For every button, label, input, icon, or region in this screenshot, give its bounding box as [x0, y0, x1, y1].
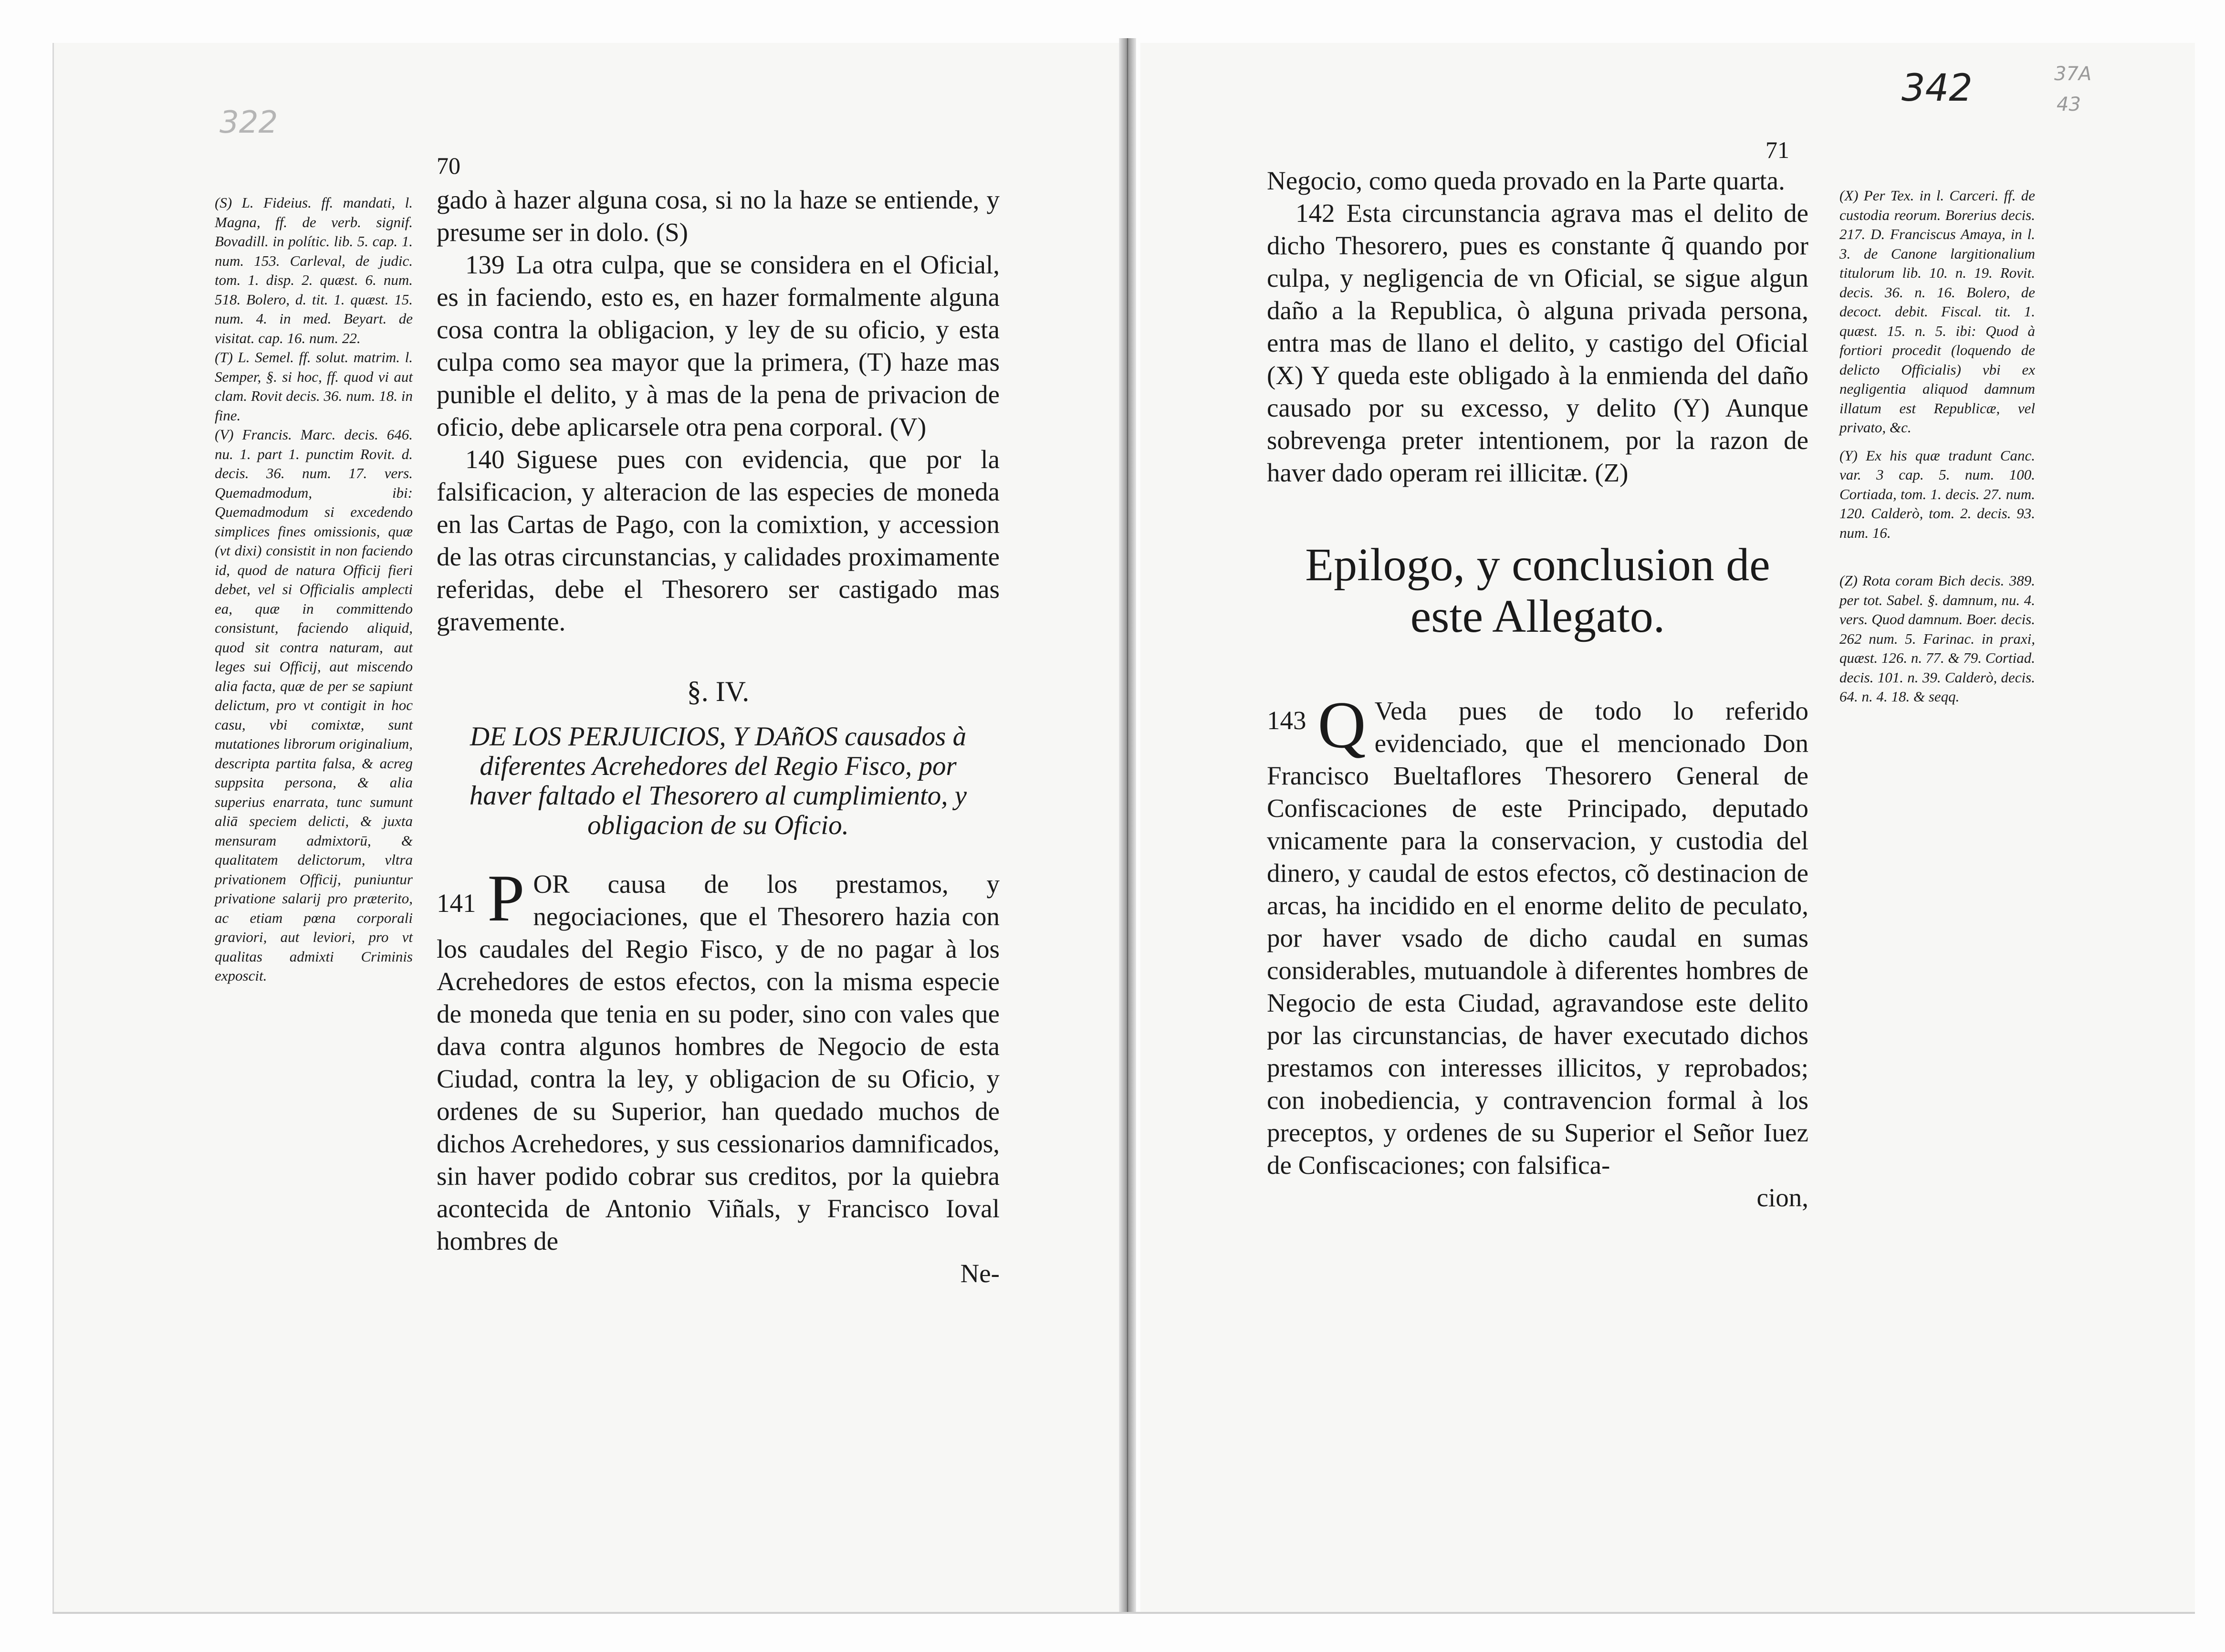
continuation-line: gado à hazer alguna cosa, si no la haze se entiende, y presume ser in dolo. (S) — [437, 185, 1000, 247]
folio-alt-number: 37A — [2054, 63, 2092, 85]
left-main-text — [437, 184, 1000, 1290]
right-main-text — [1267, 165, 1808, 1214]
corner-mark: 322 — [219, 105, 278, 140]
paragraph-142 — [1267, 197, 1808, 489]
margin-note-y: (Y) Ex his quæ tradunt Canc. var. 3 cap. 5. num. 100. Cortiada, tom. 1. decis. 27. num. 120. Calderò, tom. 2. decis. 93. num. 16. — [1839, 447, 2035, 541]
paragraph-140 — [437, 443, 1000, 638]
margin-note-v: (V) Francis. Marc. decis. 646. nu. 1. part 1. punctim Rovit. d. decis. 36. num. 17. vers. Quemadmodum, ibi: Quemadmodum si excedendo simplices fines omissionis, quæ (vt dixi) consistit in non faciendo id, quod de natura Officij fieri debet, vel si Officialis amplecti ea, quæ in committendo consistunt, faciendo aliquid, quod sit contra naturam, aut leges sui Officij, aut miscendo alia facta, quæ de per se sapiunt delictum, pro vt contigit in hoc casu, vbi comixtæ, sunt mutationes librorum originalium, descripta partita falsa, & acreg suppsita persona, & alia superius enarrata, tunc sumunt aliā speciem delicti, & juxta mensuram admixtorū, & qualitatem delictorum, vltra privationem Officij, puniuntur privatione salarij pro præterito, ac etiam pœna corporali graviori, aut leviori, pro vt qualitas admixti Criminis exposcit. — [215, 426, 413, 984]
paragraph-text: La otra culpa, que se considera en el Oficial, es in faciendo, esto es, en hazer formalmente alguna cosa contra la obligacion, y ley de su oficio, y esta culpa como sea mayor que la primera, (T) haze mas punible el delito, y à mas de la pena de privacion de oficio, debe aplicarsele otra pena corporal. (V) — [437, 250, 1000, 441]
folio-alt-number: 43 — [2057, 94, 2081, 115]
paragraph-text: Veda pues de todo lo referido evidenciado, que el mencionado Don Francisco Bueltaflores Thesorero General de Confiscaciones de este Principado, deputado vnicamente para la conservacion, y custodia del dinero, y caudal de estos efectos, cõ destinacion de arcas, ha incidido en el enorme delito de peculato, por haver vsado de dicho caudal en sumas considerables, mutuandole à diferentes hombres de Negocio de esta Ciudad, agravandose este delito por las circunstancias, de haver executado dichos prestamos con interesses illicitos, y reprobados; con inobediencia, y contravencion formal à los preceptos, y ordenes de su Superior el Señor Iuez de Confiscaciones; con falsifica- — [1267, 696, 1808, 1180]
page-number-right: 71 — [1765, 136, 1789, 163]
page-edge — [52, 1612, 2195, 1614]
paragraph-139 — [437, 249, 1000, 443]
continuation-line: Negocio, como queda provado en la Parte quarta. — [1267, 166, 1785, 195]
drop-cap: P — [487, 861, 525, 935]
drop-cap: Q — [1317, 688, 1366, 762]
paragraph-number: 140 — [465, 445, 505, 474]
section-mark: §. IV. — [687, 676, 750, 707]
paragraph-text: Siguese pues con evidencia, que por la falsificacion, y alteracion de las especies de moneda en las Cartas de Pago, con la comixtion, y accession de las otras circunstancias, y calidades proximamente referidas, debe el Thesorero ser castigado mas gravemente. — [437, 445, 1000, 636]
margin-note-x: (X) Per Tex. in l. Carceri. ff. de custodia reorum. Borerius decis. 217. D. Franciscus Amaya, in l. 3. de Canone largitionalium titulorum lib. 10. n. 19. Rovit. decis. 36. n. 16. Bolero, de decoct. debit. Fiscal. tit. 1. quæst. 15. n. 5. ibi: Quod à fortiori procedit (loquendo de delicto Officialis) vbi ex negligentia aliquod damnum illatum est Republicæ, vel privato, &c. — [1839, 187, 2035, 436]
paragraph-143 — [1267, 688, 1808, 1181]
margin-note-t: (T) L. Semel. ff. solut. matrim. l. Semper, §. si hoc, ff. quod vi aut clam. Rovit decis. 36. num. 18. in fine. — [215, 349, 413, 424]
paragraph-text: OR causa de los prestamos, y negociaciones, que el Thesorero hazia con los caudales del Regio Fisco, y de no pagar à los Acrehedores de estos efectos, con la misma especie de moneda que tenia en su poder, sino con vales que dava contra algunos hombres de Negocio de esta Ciudad, contra la ley, y obligacion de su Oficio, y ordenes de su Superior, han quedado muchos de dichos Acrehedores, y sus cessionarios damnificados, sin haver podido cobrar sus creditos, por la quiebra acontecida de Antonio Viñals, y Francisco Ioval hombres de — [437, 869, 1000, 1255]
paragraph-number: 142 — [1295, 199, 1335, 228]
margin-note-s: (S) L. Fideius. ff. mandati, l. Magna, ff. de verb. signif. Bovadill. in polític. lib. 5. cap. 1. num. 153. Carleval, de judic. tom. 1. disp. 2. quæst. 6. num. 518. Bolero, d. tit. 1. quæst. 15. num. 4. in med. Beyart. de visitat. cap. 16. num. 22. — [215, 194, 413, 346]
catchword: cion, — [1756, 1183, 1808, 1212]
paragraph-number: 143 — [1267, 706, 1306, 735]
section-title: DE LOS PERJUICIOS, Y DAñOS causados à diferentes Acrehedores del Regio Fisco, por haver faltado el Thesorero al cumplimiento, y obligacion de su Oficio. — [469, 721, 967, 840]
section-heading: Epilogo, y conclusion de este Allegato. — [1305, 539, 1770, 642]
margin-note-z: (Z) Rota coram Bich decis. 389. per tot. Sabel. §. damnum, nu. 4. vers. Quod damnum. Boer. decis. 262 num. 5. Farinac. in praxi, quæst. 126. n. 77. & 79. Cortiad. decis. 101. n. 39. Calderò, decis. 64. n. 4. 18. & seqq. — [1839, 572, 2035, 705]
paragraph-number: 141 — [437, 889, 476, 918]
paragraph-number: 139 — [465, 250, 505, 279]
left-margin-notes — [215, 193, 413, 986]
book-gutter — [1119, 38, 1136, 1613]
paragraph-141 — [437, 861, 1000, 1257]
paragraph-text: Esta circunstancia agrava mas el delito de dicho Thesorero, pues es constante q̃ quando por culpa, y negligencia de vn Oficial, se sigue algun daño a la Republica, ò alguna privada persona, entra mas de llano el delito, y castigo del Oficial (X) Y queda este obligado à la enmienda del daño causado por su excesso, y delito (Y) Aunque sobrevenga preter intentionem, por la razon de haver dado operam rei illicitæ. (Z) — [1267, 199, 1808, 487]
folio-number: 342 — [1901, 67, 1973, 110]
catchword: Ne- — [960, 1259, 1000, 1288]
page-number-left: 70 — [437, 152, 460, 179]
right-margin-notes — [1839, 186, 2035, 707]
